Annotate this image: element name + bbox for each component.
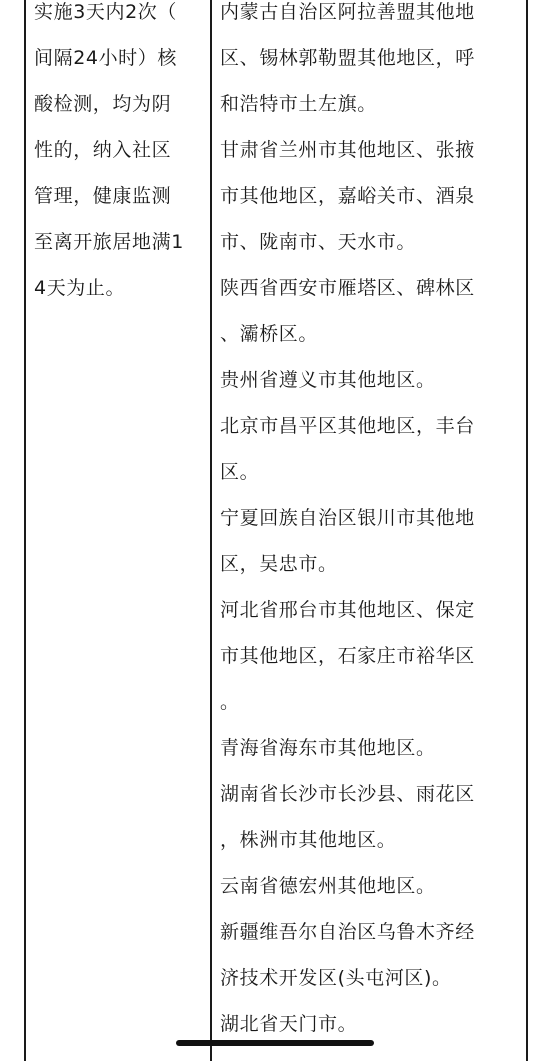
region-line: 市其他地区，石家庄市裕华区: [220, 645, 475, 667]
measures-line: 管理，健康监测: [34, 185, 172, 207]
region-line: 青海省海东市其他地区。: [220, 737, 436, 759]
region-line: 市其他地区，嘉峪关市、酒泉: [220, 185, 475, 207]
region-entry-hebei: [220, 587, 520, 725]
region-entry-ningxia: [220, 495, 520, 587]
measures-line: 至离开旅居地满1: [34, 231, 184, 253]
region-line: 区、锡林郭勒盟其他地区，呼: [220, 47, 475, 69]
region-line: 河北省邢台市其他地区、保定: [220, 599, 475, 621]
region-line: 。: [220, 691, 240, 713]
region-line: 北京市昌平区其他地区，丰台: [220, 415, 475, 437]
region-line: 云南省德宏州其他地区。: [220, 875, 436, 897]
measures-cell: [34, 0, 206, 311]
table-border-left: [24, 0, 26, 1061]
measures-line: 4天为止。: [34, 277, 126, 299]
region-entry-gansu: [220, 127, 520, 265]
region-entry-inner-mongolia: [220, 0, 520, 127]
measures-line: 酸检测，均为阴: [34, 93, 172, 115]
region-line: 和浩特市土左旗。: [220, 93, 377, 115]
region-entry-qinghai: [220, 725, 520, 771]
region-line: 区。: [220, 461, 260, 483]
region-line: 甘肃省兰州市其他地区、张掖: [220, 139, 475, 161]
measures-line: 实施3天内2次（: [34, 1, 177, 23]
region-entry-xinjiang: [220, 909, 520, 1001]
region-entry-yunnan: [220, 863, 520, 909]
region-line: 市、陇南市、天水市。: [220, 231, 417, 253]
region-line: 区，吴忠市。: [220, 553, 338, 575]
table-border-right: [526, 0, 528, 1061]
region-line: ，株洲市其他地区。: [220, 829, 397, 851]
table-column-divider: [210, 0, 212, 1061]
region-line: 济技术开发区(头屯河区)。: [220, 967, 452, 989]
region-line: 湖北省天门市。: [220, 1013, 358, 1035]
region-entry-shaanxi: [220, 265, 520, 357]
home-indicator[interactable]: [176, 1040, 374, 1046]
region-line: 内蒙古自治区阿拉善盟其他地: [220, 1, 475, 23]
measures-line: 性的，纳入社区: [34, 139, 172, 161]
region-line: 陕西省西安市雁塔区、碑林区: [220, 277, 475, 299]
region-entry-guizhou: [220, 357, 520, 403]
region-line: 、灞桥区。: [220, 323, 319, 345]
region-line: 新疆维吾尔自治区乌鲁木齐经: [220, 921, 475, 943]
measures-line: 间隔24小时）核: [34, 47, 177, 69]
region-line: 贵州省遵义市其他地区。: [220, 369, 436, 391]
region-entry-beijing: [220, 403, 520, 495]
regions-cell: [220, 0, 520, 1047]
region-line: 湖南省长沙市长沙县、雨花区: [220, 783, 475, 805]
region-line: 宁夏回族自治区银川市其他地: [220, 507, 475, 529]
region-entry-hunan: [220, 771, 520, 863]
